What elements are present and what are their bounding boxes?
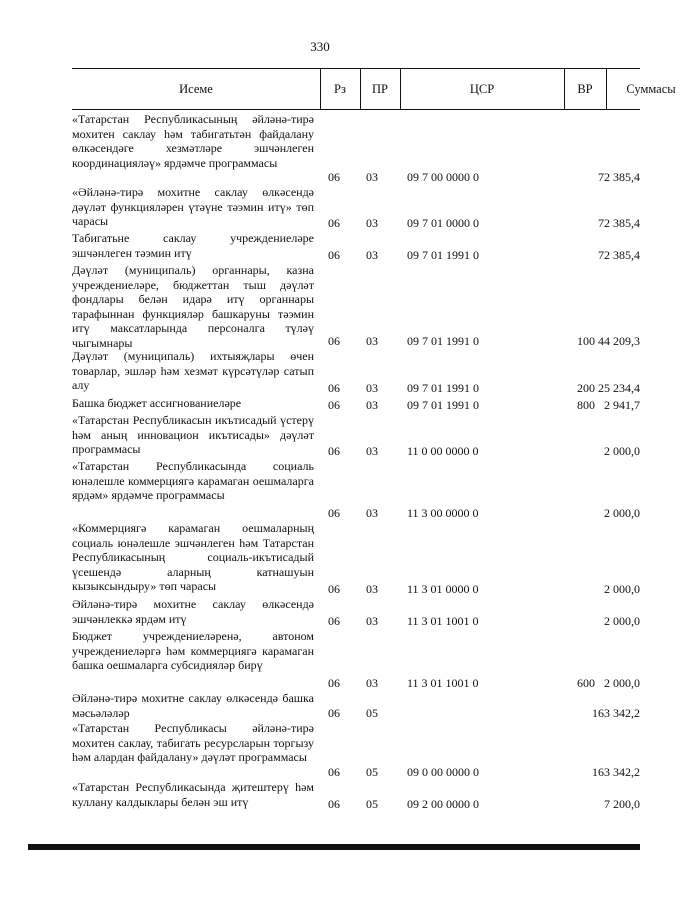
- page-number: 330: [310, 39, 330, 54]
- row-rz: 06: [328, 614, 340, 629]
- table-row: [72, 231, 640, 263]
- row-rz: 06: [328, 797, 340, 812]
- row-name: «Татарстан Республикасында социаль юнәлешле коммерциягә карамаган оешмаларга ярдәм» ярдәмче программасы: [72, 459, 314, 503]
- row-csr: 11 3 01 1001 0: [407, 614, 479, 629]
- row-csr: 09 7 00 0000 0: [407, 170, 479, 185]
- table-row: [72, 597, 640, 629]
- row-pr: 03: [366, 506, 378, 521]
- row-name: «Татарстан Республикасында җитештерү һәм куллану калдыклары белән эш итү: [72, 780, 314, 809]
- row-csr: 09 0 00 0000 0: [407, 765, 479, 780]
- row-name: «Татарстан Республикасының әйләнә-тирә мохитен саклау һәм табигатьтән файдалану өлкәсендәге хезмәтләре эшчәнлеген координацияләү» ярдәмче программасы: [72, 112, 314, 170]
- row-sum: 72 385,4: [598, 170, 640, 185]
- row-csr: 11 0 00 0000 0: [407, 444, 479, 459]
- column-header-rz: Рз: [334, 82, 346, 96]
- row-rz: 06: [328, 170, 340, 185]
- column-header-pr: ПР: [372, 82, 388, 96]
- row-vr: 800: [577, 398, 595, 413]
- row-pr: 03: [366, 216, 378, 231]
- table-row: [72, 413, 640, 459]
- row-name: Башка бюджет ассигнованиеләре: [72, 396, 242, 410]
- row-pr: 03: [366, 582, 378, 597]
- table-row: [72, 721, 640, 780]
- row-rz: 06: [328, 506, 340, 521]
- row-sum: 2 000,0: [604, 676, 640, 691]
- row-sum: 7 200,0: [604, 797, 640, 812]
- row-sum: 163 342,2: [592, 765, 640, 780]
- scan-bottom-edge: [28, 844, 640, 850]
- row-csr: 09 7 01 1991 0: [407, 381, 479, 396]
- table-header: [72, 68, 676, 110]
- row-sum: 2 000,0: [604, 444, 640, 459]
- row-name: «Әйләнә-тирә мохитне саклау өлкәсендә дәүләт функцияләрен үтәүне тәэмин итү» төп чарасы: [72, 185, 314, 229]
- column-header-sum: Суммасы: [626, 82, 676, 96]
- row-vr: 100: [577, 334, 595, 349]
- row-pr: 03: [366, 334, 378, 349]
- row-sum: 44 209,3: [598, 334, 640, 349]
- row-sum: 25 234,4: [598, 381, 640, 396]
- row-rz: 06: [328, 676, 340, 691]
- table-row: [72, 185, 640, 231]
- row-name: «Татарстан Республикасын икътисадый үстерү һәм аның инновацион икътисады» дәүләт программасы: [72, 413, 314, 457]
- row-name: Дәүләт (муниципаль) органнары, казна учреждениеләре, бюджеттан тыш дәүләт фондлары белән идарә итү органнары тарафыннан функцияләр башкаруны тәэмин итү максатларында персоналга түләү чыгымнары: [72, 263, 314, 350]
- row-csr: 09 2 00 0000 0: [407, 797, 479, 812]
- row-pr: 03: [366, 444, 378, 459]
- column-header-vr: ВР: [577, 82, 593, 96]
- table-row: [72, 349, 640, 396]
- row-csr: 11 3 01 1001 0: [407, 676, 479, 691]
- row-rz: 06: [328, 381, 340, 396]
- row-name: Табигатьне саклау учреждениеләре эшчәнлеген тәэмин итү: [72, 231, 314, 260]
- row-csr: 09 7 01 1991 0: [407, 398, 479, 413]
- row-pr: 05: [366, 706, 378, 721]
- row-pr: 05: [366, 765, 378, 780]
- row-name: Әйләнә-тирә мохитне саклау өлкәсендә эшчәнлеккә ярдәм итү: [72, 597, 314, 626]
- table-row: [72, 459, 640, 521]
- row-rz: 06: [328, 334, 340, 349]
- row-csr: 09 7 01 0000 0: [407, 216, 479, 231]
- row-pr: 03: [366, 248, 378, 263]
- row-pr: 05: [366, 797, 378, 812]
- table-row: [72, 691, 640, 721]
- table-row: [72, 629, 640, 691]
- row-sum: 2 941,7: [604, 398, 640, 413]
- row-sum: 72 385,4: [598, 248, 640, 263]
- row-vr: 200: [577, 381, 595, 396]
- row-csr: 11 3 01 0000 0: [407, 582, 479, 597]
- row-rz: 06: [328, 582, 340, 597]
- column-header-csr: ЦСР: [469, 82, 495, 96]
- row-csr: 09 7 01 1991 0: [407, 248, 479, 263]
- row-rz: 06: [328, 398, 340, 413]
- row-pr: 03: [366, 381, 378, 396]
- row-sum: 2 000,0: [604, 506, 640, 521]
- table-row: [72, 780, 640, 812]
- row-rz: 06: [328, 765, 340, 780]
- row-pr: 03: [366, 614, 378, 629]
- row-csr: 09 7 01 1991 0: [407, 334, 479, 349]
- column-header-name: Исеме: [179, 82, 213, 96]
- table-row: [72, 112, 640, 185]
- row-sum: 163 342,2: [592, 706, 640, 721]
- row-name: Бюджет учреждениеләренә, автоном учреждениеләргә һәм коммерциягә карамаган башка оешмаларга субсидияләр бирү: [72, 629, 314, 673]
- row-pr: 03: [366, 676, 378, 691]
- row-pr: 03: [366, 398, 378, 413]
- row-rz: 06: [328, 444, 340, 459]
- row-csr: 11 3 00 0000 0: [407, 506, 479, 521]
- table-row: [72, 396, 640, 413]
- row-sum: 72 385,4: [598, 216, 640, 231]
- table-body: [72, 112, 640, 812]
- row-rz: 06: [328, 706, 340, 721]
- row-vr: 600: [577, 676, 595, 691]
- row-sum: 2 000,0: [604, 582, 640, 597]
- table-row: [72, 521, 640, 597]
- row-name: «Татарстан Республикасы әйләнә-тирә мохитен саклау, табигать ресурсларын торгызу һәм алардан файдалану» дәүләт программасы: [72, 721, 314, 765]
- table-row: [72, 263, 640, 349]
- row-name: «Коммерциягә карамаган оешмаларның социаль юнәлешле эшчәнлеген һәм Татарстан Республикасының социаль-икътисадый үсешендә аларның катнашуын кызыксындыру» төп чарасы: [72, 521, 314, 594]
- row-sum: 2 000,0: [604, 614, 640, 629]
- row-pr: 03: [366, 170, 378, 185]
- row-rz: 06: [328, 216, 340, 231]
- row-name: Әйләнә-тирә мохитне саклау өлкәсендә башка мәсьәләләр: [72, 691, 314, 720]
- row-name: Дәүләт (муниципаль) ихтыяҗлары өчен товарлар, эшләр һәм хезмәт күрсәтүләр сатып алу: [72, 349, 314, 393]
- row-rz: 06: [328, 248, 340, 263]
